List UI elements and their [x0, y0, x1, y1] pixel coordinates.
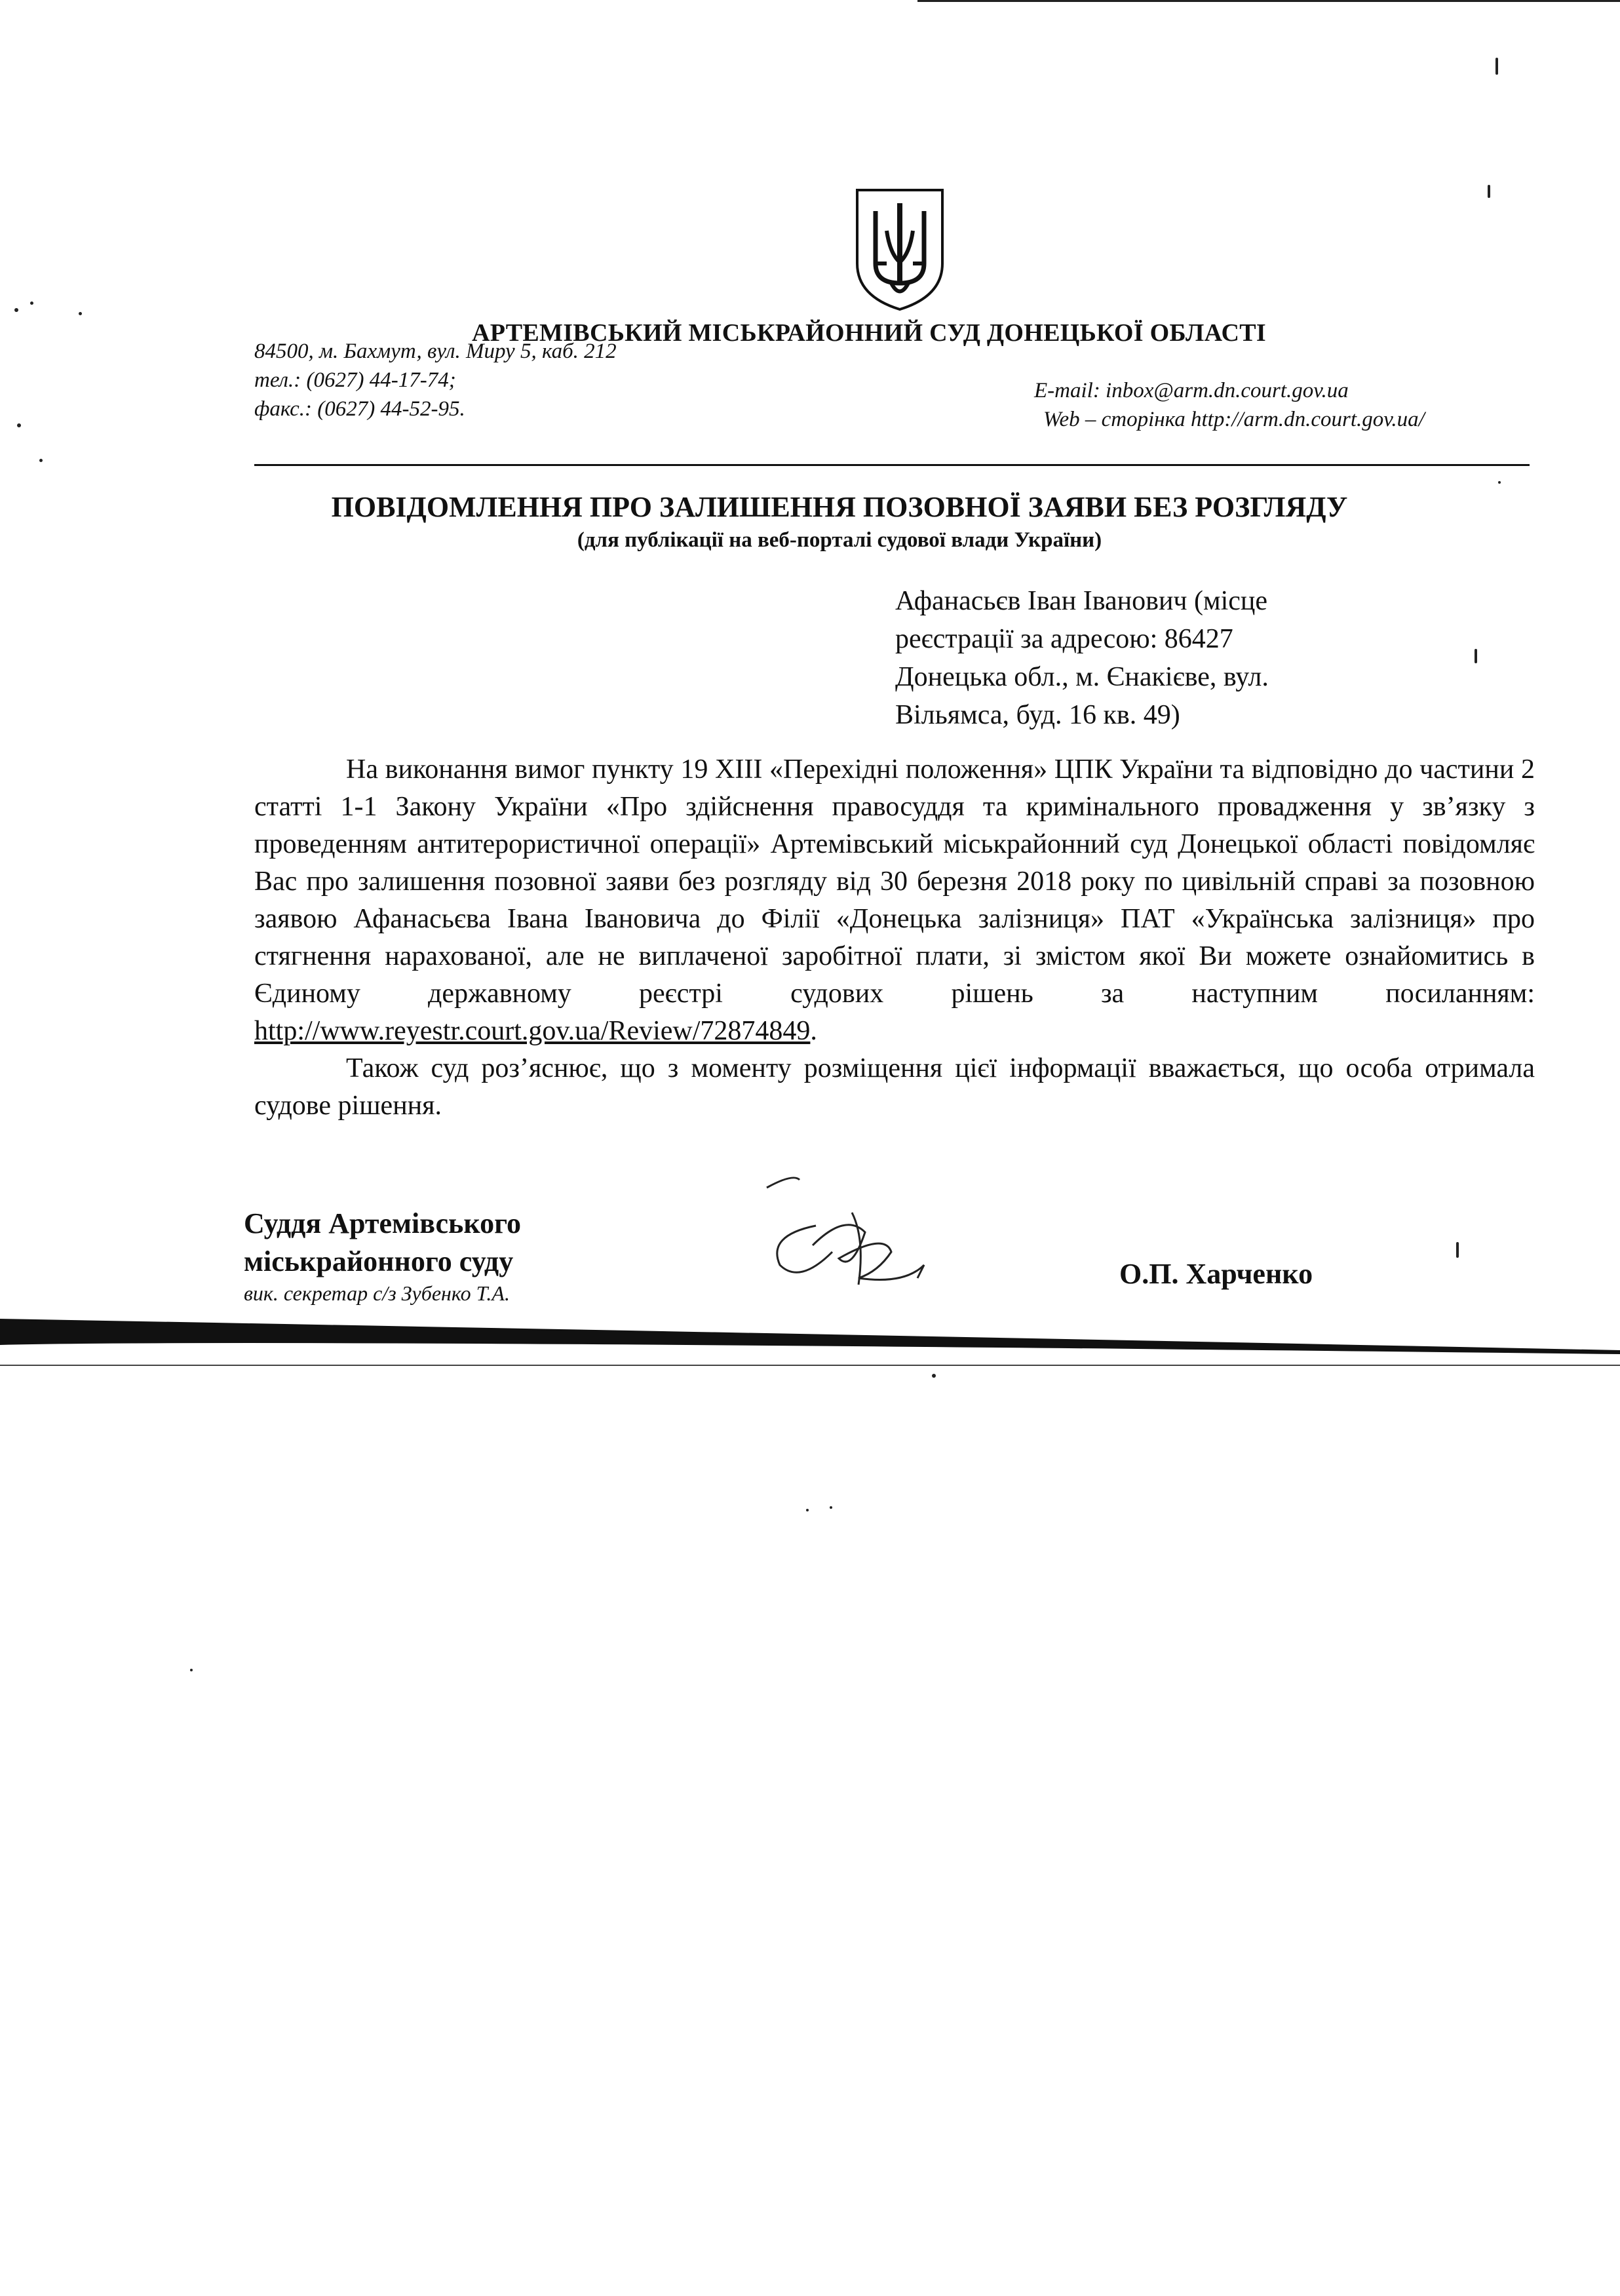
registry-link[interactable]: http://www.reyestr.court.gov.ua/Review/72874849: [254, 1016, 811, 1046]
addressee-block: [895, 582, 1269, 734]
notice-body: [254, 751, 1535, 1125]
scan-speck: [830, 1506, 832, 1509]
court-name: АРТЕМІВСЬКИЙ МІСЬКРАЙОННИЙ СУД ДОНЕЦЬКОЇ ОБЛАСТІ: [472, 319, 1266, 347]
court-web: Web – сторінка http://arm.dn.court.gov.ua/: [1043, 408, 1425, 431]
scan-edge-line: [0, 1365, 1620, 1366]
scan-speck: [30, 302, 33, 305]
secretary-note: вик. секретар с/з Зубенко Т.А.: [244, 1281, 510, 1305]
notice-title: ПОВІДОМЛЕННЯ ПРО ЗАЛИШЕННЯ ПОЗОВНОЇ ЗАЯВИ БЕЗ РОЗГЛЯДУ: [331, 491, 1348, 523]
court-contacts-right: [1034, 376, 1425, 434]
body-paragraph-1-text: На виконання вимог пункту 19 XIII «Перехідні положення» ЦПК України та відповідно до частини 2 статті 1-1 Закону України «Про здійснення правосуддя та кримінального провадження у зв’язку з проведенням антитерористичної операції» Артемівський міськрайонний суд Донецької області повідомляє Вас про залишення позовної заяви без розгляду від 30 березня 2018 року по цивільній справі за позовною заявою Афанасьєва Івана Івановича до Філії «Донецька залізниця» ПАТ «Українська залізниця» про стягнення нарахованої, але не виплаченої заробітної плати, зі змістом якої Ви можете ознайомитись в Єдиному державному реєстрі судових рішень за наступним посиланням:: [254, 754, 1535, 1009]
body-paragraph-2: Також суд роз’яснює, що з моменту розміщення цієї інформації вважається, що особа отримала судове рішення.: [254, 1053, 1535, 1121]
scan-edge-artifact: [0, 1319, 1620, 1365]
link-suffix: .: [810, 1016, 817, 1046]
scan-speck: [14, 308, 18, 312]
header-divider: [254, 464, 1530, 466]
scan-speck: [39, 459, 43, 462]
court-contacts-left: [254, 337, 617, 423]
scan-speck: [17, 423, 21, 427]
addressee-line: Вільямса, буд. 16 кв. 49): [895, 700, 1180, 730]
body-paragraph-1: [254, 751, 1535, 1050]
judge-title-line: Суддя Артемівського: [244, 1207, 521, 1239]
court-address: 84500, м. Бахмут, вул. Миру 5, каб. 212: [254, 340, 617, 363]
judge-title-line: міськрайонного суду: [244, 1245, 514, 1277]
handwritten-signature: [754, 1173, 970, 1304]
scan-speck: [932, 1374, 936, 1378]
judge-name: О.П. Харченко: [1119, 1258, 1313, 1290]
scan-speck: [1498, 481, 1501, 484]
addressee-line: Донецька обл., м. Єнакієве, вул.: [895, 662, 1269, 692]
court-fax: факс.: (0627) 44-52-95.: [254, 397, 465, 421]
court-phone: тел.: (0627) 44-17-74;: [254, 368, 456, 392]
scan-speck: [806, 1509, 809, 1511]
notice-subtitle: (для публікації на веб-порталі судової влади України): [577, 528, 1102, 552]
scan-speck: [1488, 185, 1490, 198]
scan-speck: [1456, 1242, 1459, 1258]
top-edge-line: [917, 0, 1620, 2]
coat-of-arms-icon: [851, 185, 949, 313]
judge-title: [244, 1205, 521, 1281]
court-email: E-mail: inbox@arm.dn.court.gov.ua: [1034, 379, 1349, 402]
scan-speck: [79, 312, 82, 315]
addressee-line: реєстрації за адресою: 86427: [895, 624, 1233, 654]
addressee-line: Афанасьєв Іван Іванович (місце: [895, 586, 1268, 616]
scan-speck: [190, 1669, 193, 1671]
scan-speck: [1495, 58, 1498, 75]
scan-speck: [1475, 649, 1477, 663]
